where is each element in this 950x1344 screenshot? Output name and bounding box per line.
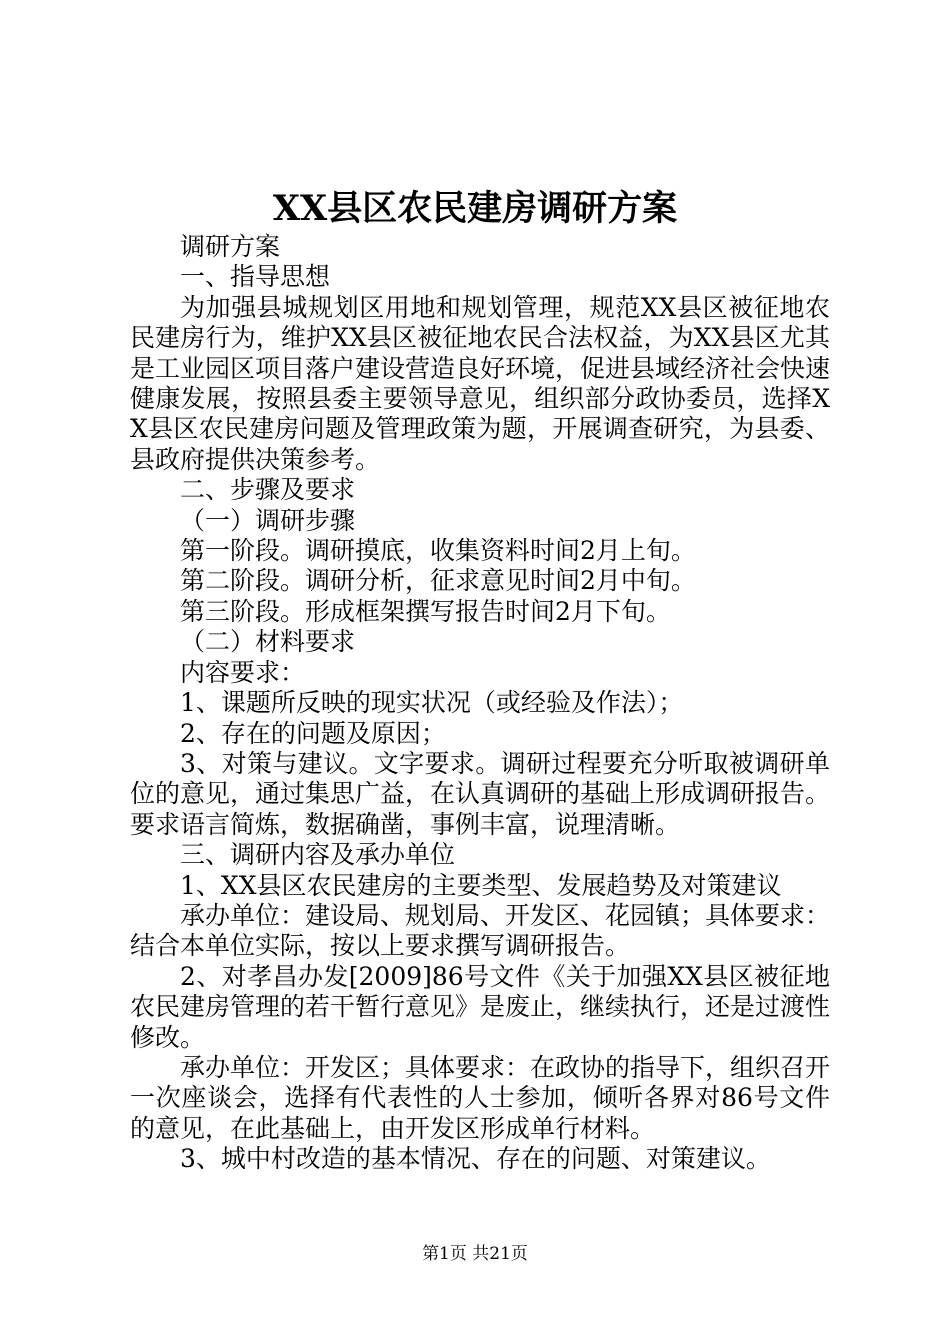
list-item: 第二阶段。调研分析，征求意见时间2月中旬。 bbox=[180, 566, 696, 596]
list-item: 2、存在的问题及原因； bbox=[180, 718, 446, 748]
document-title: XX县区农民建房调研方案 bbox=[272, 188, 678, 229]
paragraph-label: 调研方案 bbox=[180, 232, 281, 261]
document-body bbox=[130, 232, 830, 1175]
list-item: 第三阶段。形成框架撰写报告时间2月下旬。 bbox=[180, 596, 671, 626]
list-item: 1、课题所反映的现实状况（或经验及作法）； bbox=[180, 688, 684, 718]
subsection-heading: （二）材料要求 bbox=[180, 627, 356, 657]
paragraph-label: 内容要求： bbox=[180, 657, 306, 687]
list-item: 1、XX县区农民建房的主要类型、发展趋势及对策建议 bbox=[180, 870, 782, 900]
paragraph: 承办单位：建设局、规划局、开发区、花园镇；具体要求：结合本单位实际，按以上要求撰写调研报告。 bbox=[130, 900, 831, 961]
section-heading: 一、指导思想 bbox=[180, 262, 331, 292]
list-item: 3、城中村改造的基本情况、存在的问题、对策建议。 bbox=[180, 1144, 771, 1174]
section-heading: 三、调研内容及承办单位 bbox=[180, 840, 456, 870]
section-heading: 二、步骤及要求 bbox=[180, 475, 356, 505]
paragraph: 承办单位：开发区；具体要求：在政协的指导下，组织召开一次座谈会，选择有代表性的人士参加，倾听各界对86号文件的意见，在此基础上，由开发区形成单行材料。 bbox=[130, 1052, 831, 1143]
page-footer: 第1页 共21页 bbox=[422, 1244, 528, 1264]
subsection-heading: （一）调研步骤 bbox=[180, 505, 356, 535]
paragraph: 3、对策与建议。文字要求。调研过程要充分听取被调研单位的意见，通过集思广益，在认真调研的基础上形成调研报告。要求语言简炼，数据确凿，事例丰富，说理清晰。 bbox=[130, 748, 831, 839]
paragraph: 为加强县城规划区用地和规划管理，规范XX县区被征地农民建房行为，维护XX县区被征地农民合法权益，为XX县区尤其是工业园区项目落户建设营造良好环境，促进县域经济社会快速健康发展，按照县委主要领导意见，组织部分政协委员，选择XX县区农民建房问题及管理政策为题，开展调查研究，为县委、县政府提供决策参考。 bbox=[130, 292, 831, 474]
paragraph: 2、对孝昌办发[2009]86号文件《关于加强XX县区被征地农民建房管理的若干暂行意见》是废止，继续执行，还是过渡性修改。 bbox=[130, 961, 831, 1052]
list-item: 第一阶段。调研摸底，收集资料时间2月上旬。 bbox=[180, 536, 696, 566]
